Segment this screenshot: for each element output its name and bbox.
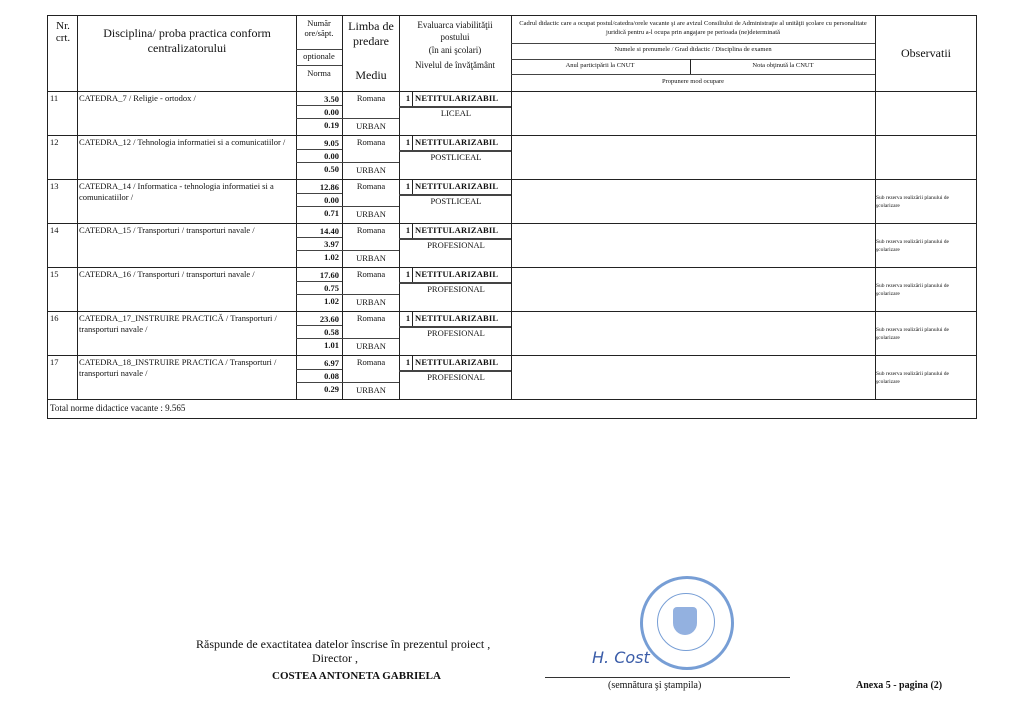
row-ore: 3.50	[324, 94, 339, 104]
footer-semnatura: (semnătura şi ştampila)	[608, 680, 702, 691]
row-nr: 13	[50, 181, 59, 191]
header-ani: (în ani şcolari)	[428, 45, 482, 55]
row-viabilitate-ani: 1	[405, 313, 411, 323]
row-viabilitate: NETITULARIZABIL	[415, 93, 499, 103]
row-nivel: PROFESIONAL	[427, 372, 485, 382]
row-nivel: PROFESIONAL	[427, 240, 485, 250]
table-row	[48, 136, 976, 180]
table-row	[48, 224, 976, 268]
official-stamp	[640, 576, 734, 670]
header-observatii: Observatii	[901, 46, 951, 60]
footer-anexa: Anexa 5 - pagina (2)	[856, 680, 943, 691]
row-optionale: 0.00	[324, 151, 339, 161]
row-mediu: URBAN	[356, 297, 386, 307]
row-ore: 12.86	[319, 182, 339, 192]
table-row	[48, 92, 976, 136]
row-mediu: URBAN	[356, 253, 386, 263]
signature-line	[545, 677, 790, 678]
row-nivel: POSTLICEAL	[430, 196, 482, 206]
row-limba: Romana	[356, 93, 386, 103]
header-nr: Nr. crt.	[55, 20, 71, 44]
row-nivel: PROFESIONAL	[427, 328, 485, 338]
header-limba: Limba de predare	[348, 19, 394, 48]
row-viabilitate: NETITULARIZABIL	[415, 225, 499, 235]
row-optionale: 3.97	[324, 239, 339, 249]
row-disciplina: CATEDRA_12 / Tehnologia informatiei si a comunicatiilor /	[79, 137, 286, 147]
row-nivel: LICEAL	[440, 108, 472, 118]
row-nr: 16	[50, 313, 59, 323]
header-norma: Norma	[307, 68, 331, 78]
row-ore: 9.05	[324, 138, 339, 148]
row-nr: 12	[50, 137, 59, 147]
row-limba: Romana	[356, 225, 386, 235]
row-observatii: Sub rezerva realizării planului de şcolarizare	[876, 239, 949, 253]
crest-icon	[673, 607, 697, 635]
header-numar: Număr ore/săpt.	[304, 18, 334, 38]
footer-director: Director ,	[312, 651, 358, 665]
row-disciplina: CATEDRA_15 / Transporturi / transporturi navale /	[79, 225, 255, 235]
row-mediu: URBAN	[356, 209, 386, 219]
row-nivel: PROFESIONAL	[427, 284, 485, 294]
row-disciplina: CATEDRA_7 / Religie - ortodox /	[79, 93, 196, 103]
header-mediu: Mediu	[355, 68, 387, 82]
row-observatii: Sub rezerva realizării planului de şcolarizare	[876, 195, 949, 209]
total-row	[48, 400, 976, 418]
row-viabilitate: NETITULARIZABIL	[415, 137, 499, 147]
row-viabilitate-ani: 1	[405, 357, 411, 367]
row-limba: Romana	[356, 181, 386, 191]
header-propunere: Propunere mod ocupare	[661, 78, 725, 85]
header-nivel: Nivelul de învăţământ	[415, 60, 495, 70]
header-anul: Anul participării la CNUT	[565, 62, 635, 69]
total-label: Total norme didactice vacante : 9.565	[50, 403, 186, 413]
row-mediu: URBAN	[356, 121, 386, 131]
row-ore: 17.60	[319, 270, 339, 280]
row-viabilitate-ani: 1	[405, 137, 411, 147]
row-limba: Romana	[356, 357, 386, 367]
header-disciplina: Disciplina/ proba practica conform centralizatorului	[103, 26, 271, 55]
row-viabilitate-ani: 1	[405, 225, 411, 235]
row-mediu: URBAN	[356, 341, 386, 351]
row-mediu: URBAN	[356, 165, 386, 175]
row-norma: 1.02	[324, 252, 339, 262]
row-nr: 14	[50, 225, 59, 235]
header-nota: Nota obţinută la CNUT	[752, 62, 814, 69]
row-observatii: Sub rezerva realizării planului de şcolarizare	[876, 283, 949, 297]
row-viabilitate: NETITULARIZABIL	[415, 313, 499, 323]
row-disciplina: CATEDRA_18_INSTRUIRE PRACTICA / Transporturi / transporturi navale /	[79, 357, 277, 378]
row-limba: Romana	[356, 269, 386, 279]
row-nr: 11	[50, 93, 59, 103]
vacancies-table	[47, 15, 977, 419]
table-header	[48, 16, 976, 92]
row-mediu: URBAN	[356, 385, 386, 395]
row-limba: Romana	[356, 137, 386, 147]
row-observatii: Sub rezerva realizării planului de şcolarizare	[876, 371, 949, 385]
row-ore: 14.40	[319, 226, 339, 236]
row-disciplina: CATEDRA_17_INSTRUIRE PRACTICĂ / Transporturi / transporturi navale /	[79, 313, 277, 334]
row-viabilitate-ani: 1	[405, 181, 411, 191]
row-viabilitate: NETITULARIZABIL	[415, 357, 499, 367]
row-limba: Romana	[356, 313, 386, 323]
header-optionale: optionale	[303, 51, 335, 61]
row-nr: 15	[50, 269, 59, 279]
row-norma: 0.29	[324, 384, 339, 394]
row-nr: 17	[50, 357, 59, 367]
header-cadrul: Cadrul didactic care a ocupat postul/catedra/orele vacante şi are avizul Consiliului de Administraţie al unităţii şcolare cu personalitate juridică pentru a-l ocupa prin angajare pe perioada (ne)determinată	[519, 20, 867, 36]
row-viabilitate: NETITULARIZABIL	[415, 269, 499, 279]
header-evaluarea: Evaluarca viabilităţii postului	[417, 20, 493, 42]
footer-director-name: COSTEA ANTONETA GABRIELA	[272, 670, 441, 682]
row-optionale: 0.08	[324, 371, 339, 381]
row-disciplina: CATEDRA_16 / Transporturi / transporturi navale /	[79, 269, 255, 279]
row-optionale: 0.58	[324, 327, 339, 337]
signature: H. Cost	[592, 648, 650, 667]
table-row	[48, 312, 976, 356]
row-observatii: Sub rezerva realizării planului de şcolarizare	[876, 327, 949, 341]
row-norma: 1.02	[324, 296, 339, 306]
row-norma: 1.01	[324, 340, 339, 350]
header-nume: Numele si prenumele / Grad didactic / Disciplina de examen	[614, 46, 772, 53]
row-norma: 0.71	[324, 208, 339, 218]
row-norma: 0.19	[324, 120, 339, 130]
footer-responsibility: Răspunde de exactitatea datelor înscrise în prezentul proiect ,	[196, 637, 491, 651]
row-ore: 6.97	[324, 358, 339, 368]
row-nivel: POSTLICEAL	[430, 152, 482, 162]
row-optionale: 0.75	[324, 283, 339, 293]
row-optionale: 0.00	[324, 107, 339, 117]
row-disciplina: CATEDRA_14 / Informatica - tehnologia informatiei si a comunicatiilor /	[79, 181, 274, 202]
row-viabilitate: NETITULARIZABIL	[415, 181, 499, 191]
table-row	[48, 356, 976, 400]
table-row	[48, 268, 976, 312]
table-body	[48, 92, 976, 400]
row-viabilitate-ani: 1	[405, 93, 411, 103]
row-optionale: 0.00	[324, 195, 339, 205]
row-ore: 23.60	[319, 314, 339, 324]
row-norma: 0.50	[324, 164, 339, 174]
row-viabilitate-ani: 1	[405, 269, 411, 279]
table-row	[48, 180, 976, 224]
